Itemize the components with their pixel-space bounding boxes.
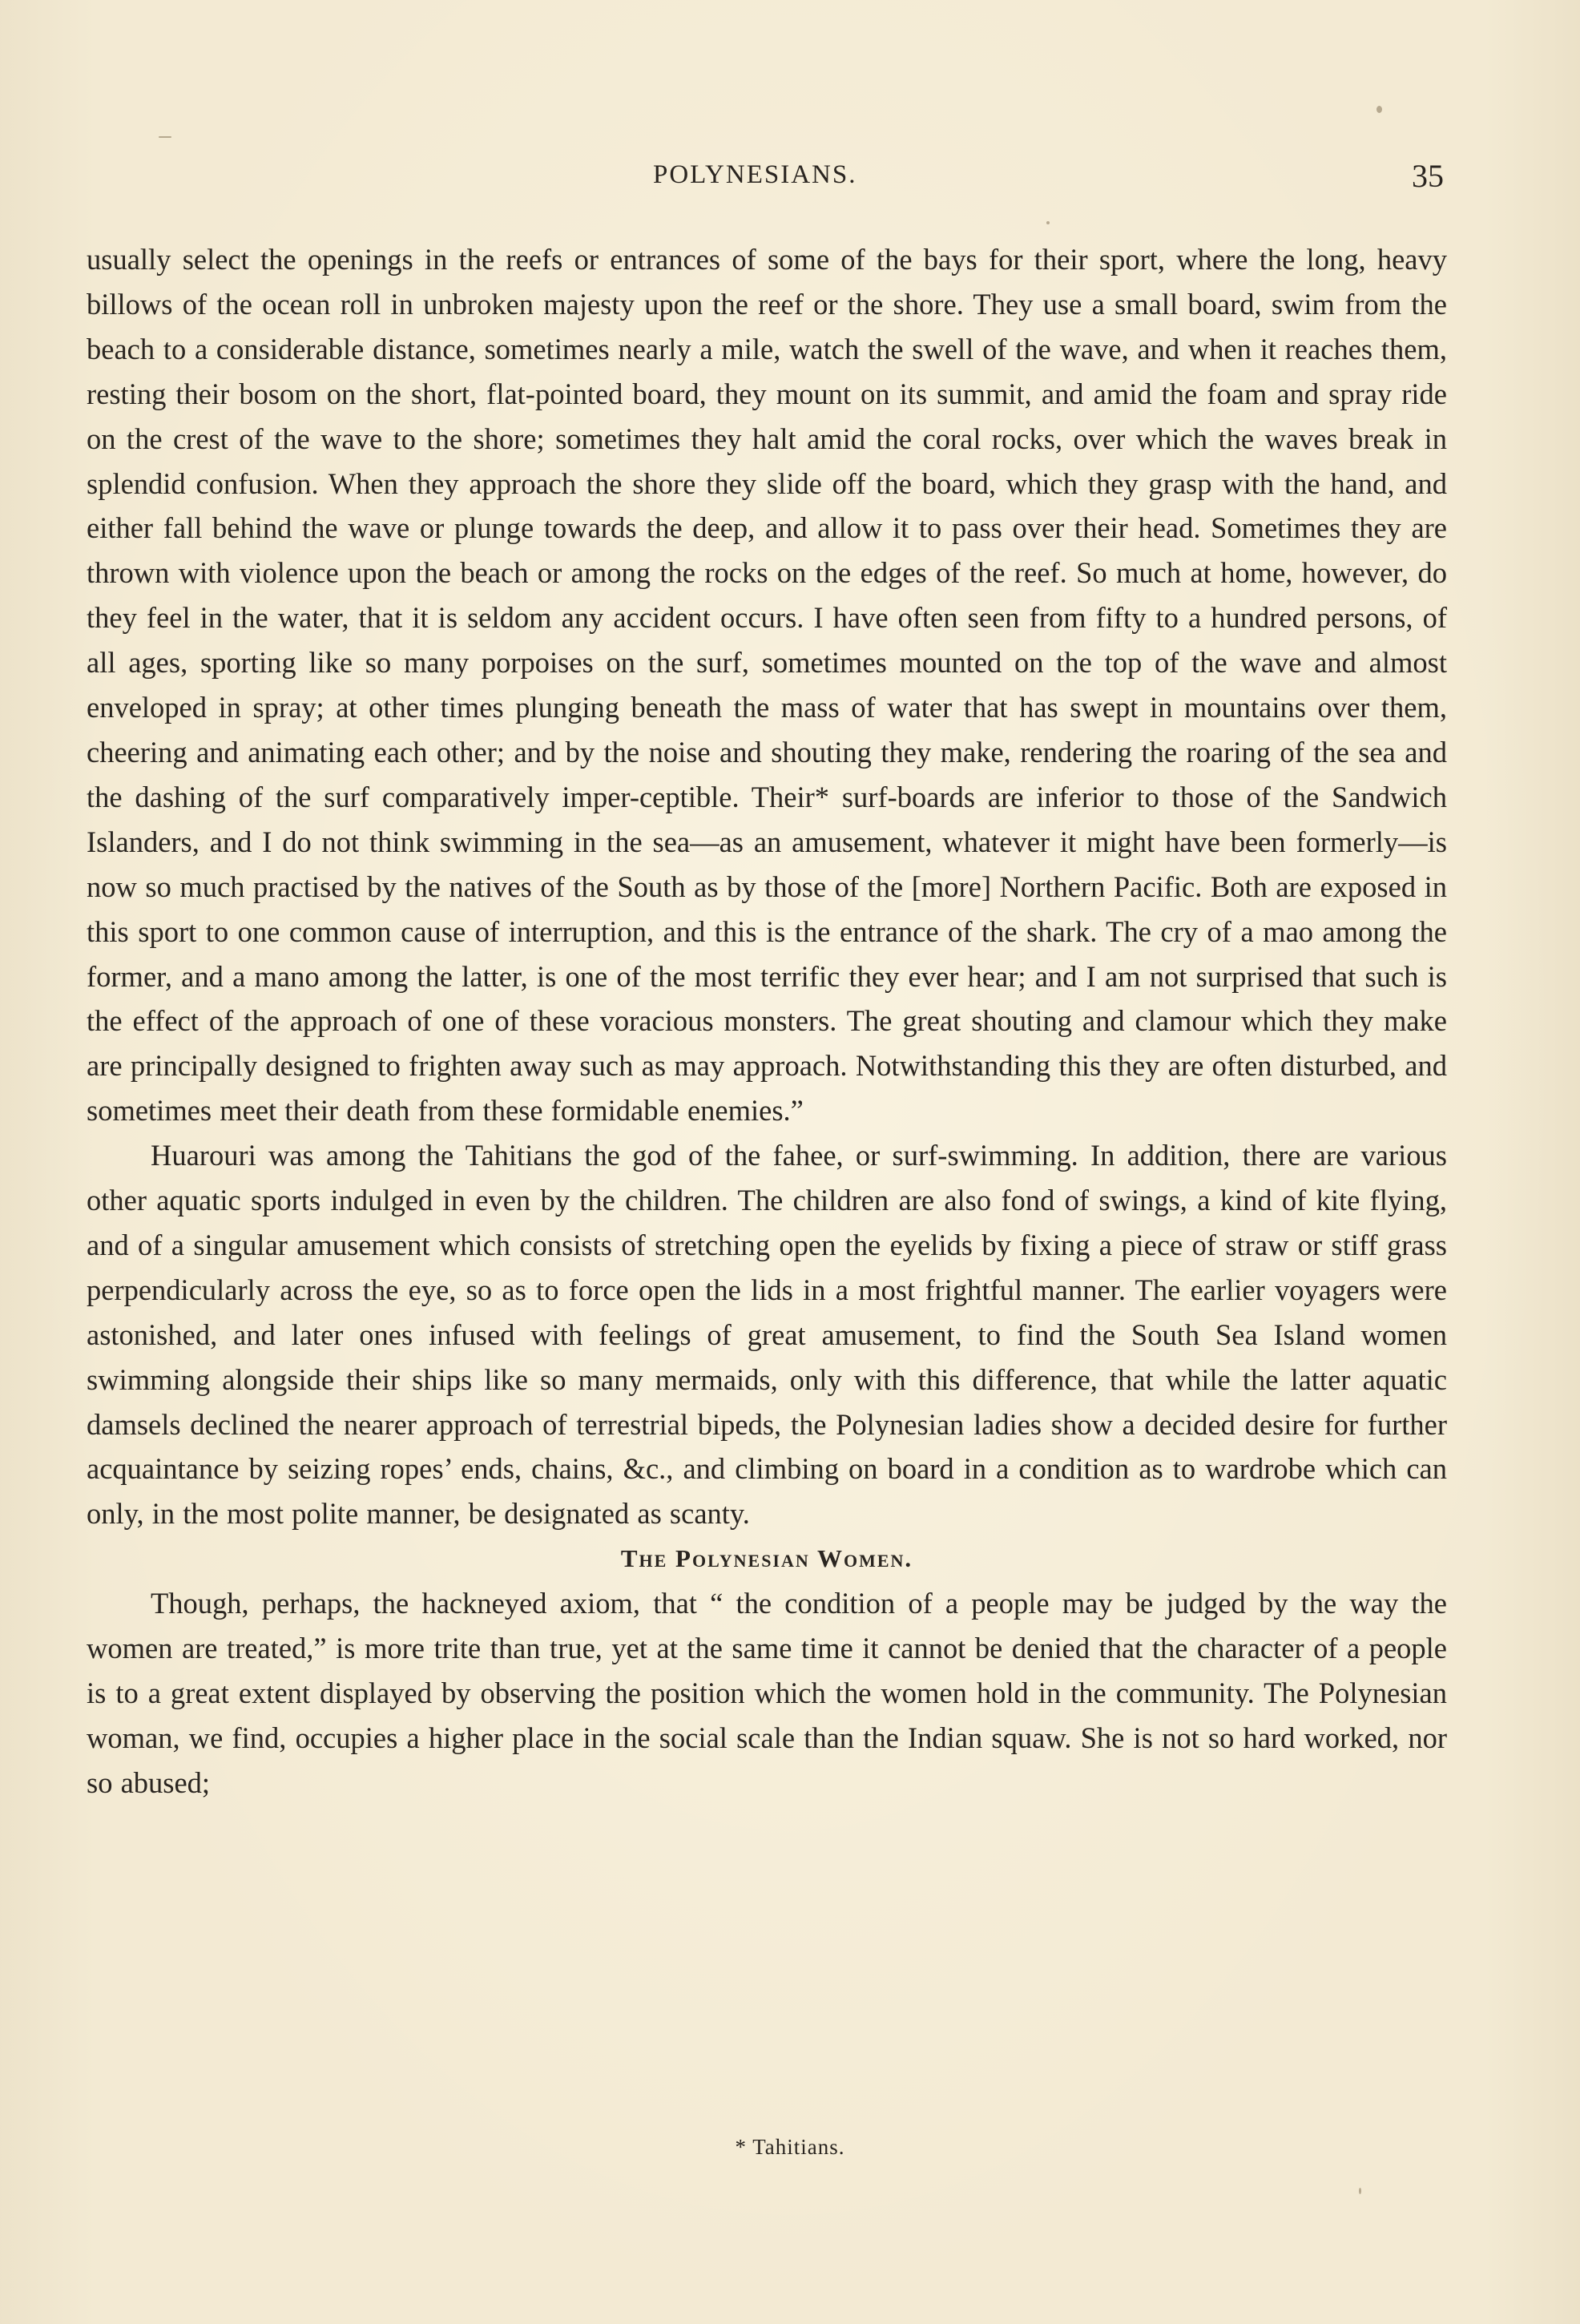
section-heading: The Polynesian Women. — [620, 1544, 913, 1573]
paper-speck — [1359, 2188, 1361, 2194]
paragraph: Huarouri was among the Tahitians the god of the fahee, or surf-swimming. In addition, there are various other aquatic sports indulged in even by the children. The children are also fond of swings, a kind of kite flying, and of a singular amusement which consists of stretching open the eyelids by fixing a piece of straw or stiff grass perpendicularly across the eye, so as to force open the lids in a most frightful manner. The earlier voyagers were astonished, and later ones infused with feelings of great amusement, to find the South Sea Island women swimming alongside their ships like so many mermaids, only with this difference, that while the latter aquatic damsels declined the nearer approach of terrestrial bipeds, the Polynesian ladies show a decided desire for further acquaintance by seizing ropes’ ends, chains, &c., and climbing on board in a condition as to wardrobe which can only, in the most polite manner, be designated as scanty. — [87, 1139, 1447, 1531]
paragraph: Though, perhaps, the hackneyed axiom, that “ the condition of a people may be judged by the way the women are treated,” is more trite than true, yet at the same time it cannot be denied that the character of a people is to a great extent displayed by observing the position which the women hold in the community. The Polynesian woman, we find, occupies a higher place in the social scale than the Indian squaw. She is not so hard worked, nor so abused; — [87, 1587, 1447, 1799]
paragraph: usually select the openings in the reefs or entrances of some of the bays for their sport, where the long, heavy billows of the ocean roll in unbroken majesty upon the reef or the shore. They use a small board, swim from the beach to a considerable distance, sometimes nearly a mile, watch the swell of the wave, and when it reaches them, resting their bosom on the short, flat-pointed board, they mount on its summit, and amid the foam and spray ride on the crest of the wave to the shore; sometimes they halt amid the coral rocks, over which the waves break in splendid confusion. When they approach the shore they slide off the board, which they grasp with the hand, and either fall behind the wave or plunge towards the deep, and allow it to pass over their head. Sometimes they are thrown with violence upon the beach or among the rocks on the edges of the reef. So much at home, however, do they feel in the water, that it is seldom any accident occurs. I have often seen from fifty to a hundred persons, of all ages, sporting like so many porpoises on the surf, sometimes mounted on the top of the wave and almost enveloped in spray; at other times plunging beneath the mass of water that has swept in mountains over them, cheering and animating each other; and by the noise and shouting they make, rendering the roaring of the sea and the dashing of the surf comparatively imper-ceptible. Their* surf-boards are inferior to those of the Sandwich Islanders, and I do not think swimming in the sea—as an amusement, whatever it might have been formerly—is now so much practised by the natives of the South as by those of the [more] Northern Pacific. Both are exposed in this sport to one common cause of interruption, and this is the entrance of the shark. The cry of a mao among the former, and a mano among the latter, is one of the most terrific they ever hear; and I am not surprised that such is the effect of the approach of one of these voracious monsters. The great shouting and clamour which they make are principally designed to frighten away such as may approach. Notwithstanding this they are often disturbed, and sometimes meet their death from these formidable enemies.” — [87, 243, 1447, 1128]
footnote: * Tahitians. — [735, 2135, 845, 2159]
paper-speck — [159, 136, 171, 138]
running-title: POLYNESIANS. — [653, 160, 857, 189]
body-text — [87, 237, 1447, 1806]
paper-speck — [1046, 221, 1050, 224]
page-number: 35 — [1412, 158, 1444, 194]
running-head — [0, 157, 1580, 205]
paper-speck — [1376, 106, 1382, 113]
